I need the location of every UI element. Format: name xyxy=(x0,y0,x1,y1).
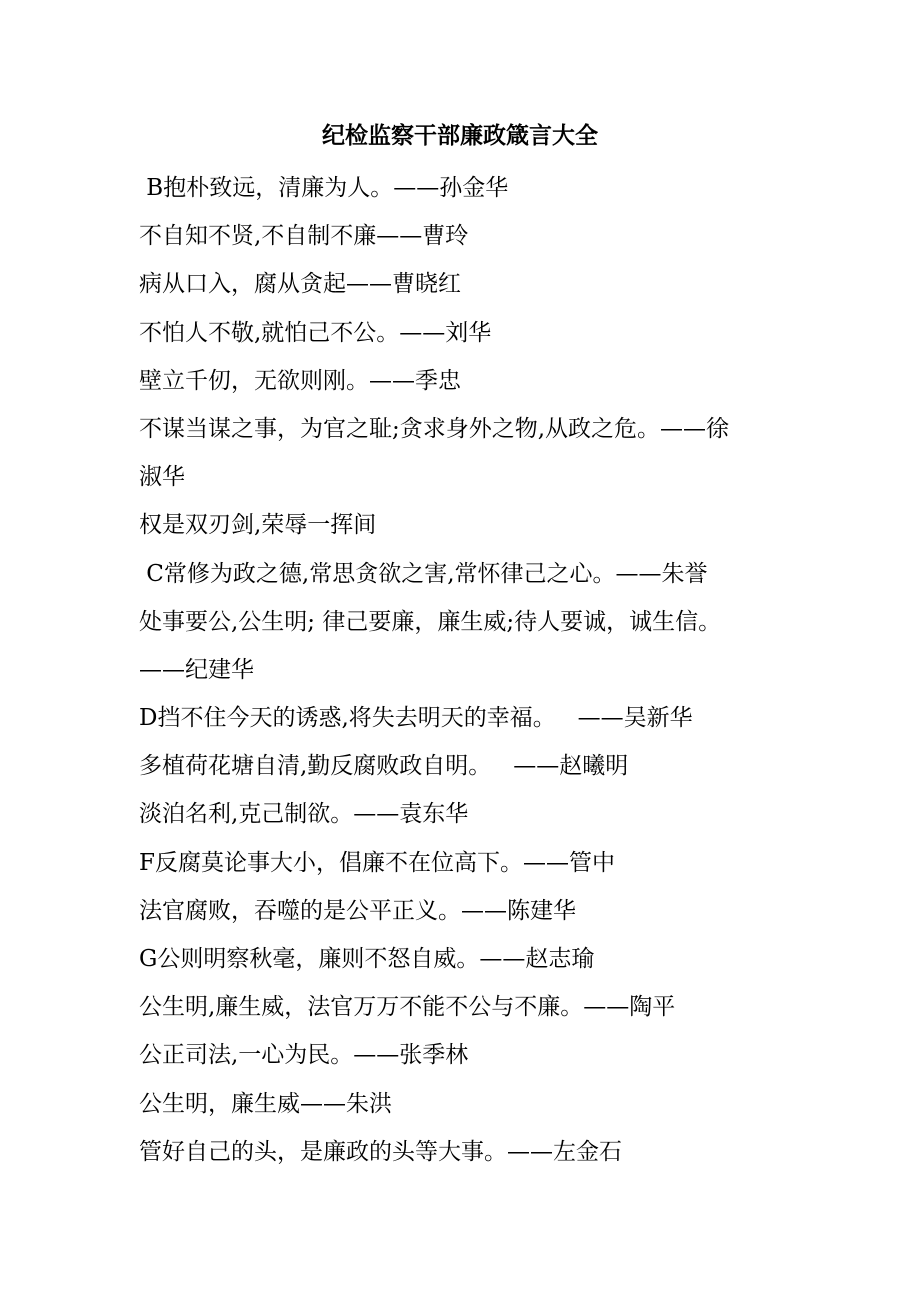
text-line: 权是双刃剑,荣辱一挥间 xyxy=(139,512,377,539)
text-line: 壁立千仞，无欲则刚。——季忠 xyxy=(139,367,461,394)
text-line: 淑华 xyxy=(139,464,185,491)
text-line: 不怕人不敬,就怕己不公。——刘华 xyxy=(139,319,492,346)
text-line: F反腐莫论事大小，倡廉不在位高下。——管中 xyxy=(139,849,615,876)
text-line: 淡泊名利,克己制欲。——袁东华 xyxy=(139,801,469,828)
text-line: B抱朴致远，清廉为人。——孙金华 xyxy=(139,175,509,201)
text-line: 管好自己的头，是廉政的头等大事。——左金石 xyxy=(139,1138,622,1165)
text-line: 多植荷花塘自清,勤反腐败政自明。 ——赵曦明 xyxy=(139,753,629,780)
text-line: 不谋当谋之事，为官之耻;贪求身外之物,从政之危。——徐 xyxy=(139,415,730,442)
document-title: 纪检监察干部廉政箴言大全 xyxy=(322,122,598,149)
text-line: C常修为政之德,常思贪欲之害,常怀律己之心。——朱誉 xyxy=(139,560,708,587)
text-line: G公则明察秋毫，廉则不怒自威。——赵志瑜 xyxy=(139,946,595,972)
text-line: 法官腐败，吞噬的是公平正义。——陈建华 xyxy=(139,897,576,924)
text-line: 处事要公,公生明; 律己要廉，廉生威;待人要诚，诚生信。 xyxy=(139,608,722,635)
text-line: ——纪建华 xyxy=(139,656,254,683)
text-line: 病从口入，腐从贪起——曹晓红 xyxy=(139,271,461,298)
document-body xyxy=(139,164,789,1176)
text-line: 公生明,廉生威，法官万万不能不公与不廉。——陶平 xyxy=(139,994,676,1021)
text-line: 公正司法,一心为民。——张季林 xyxy=(139,1042,469,1069)
text-line: D挡不住今天的诱惑,将失去明天的幸福。 ——吴新华 xyxy=(139,705,693,732)
text-line: 公生明，廉生威——朱洪 xyxy=(139,1090,392,1117)
text-line: 不自知不贤,不自制不廉——曹玲 xyxy=(139,223,469,250)
